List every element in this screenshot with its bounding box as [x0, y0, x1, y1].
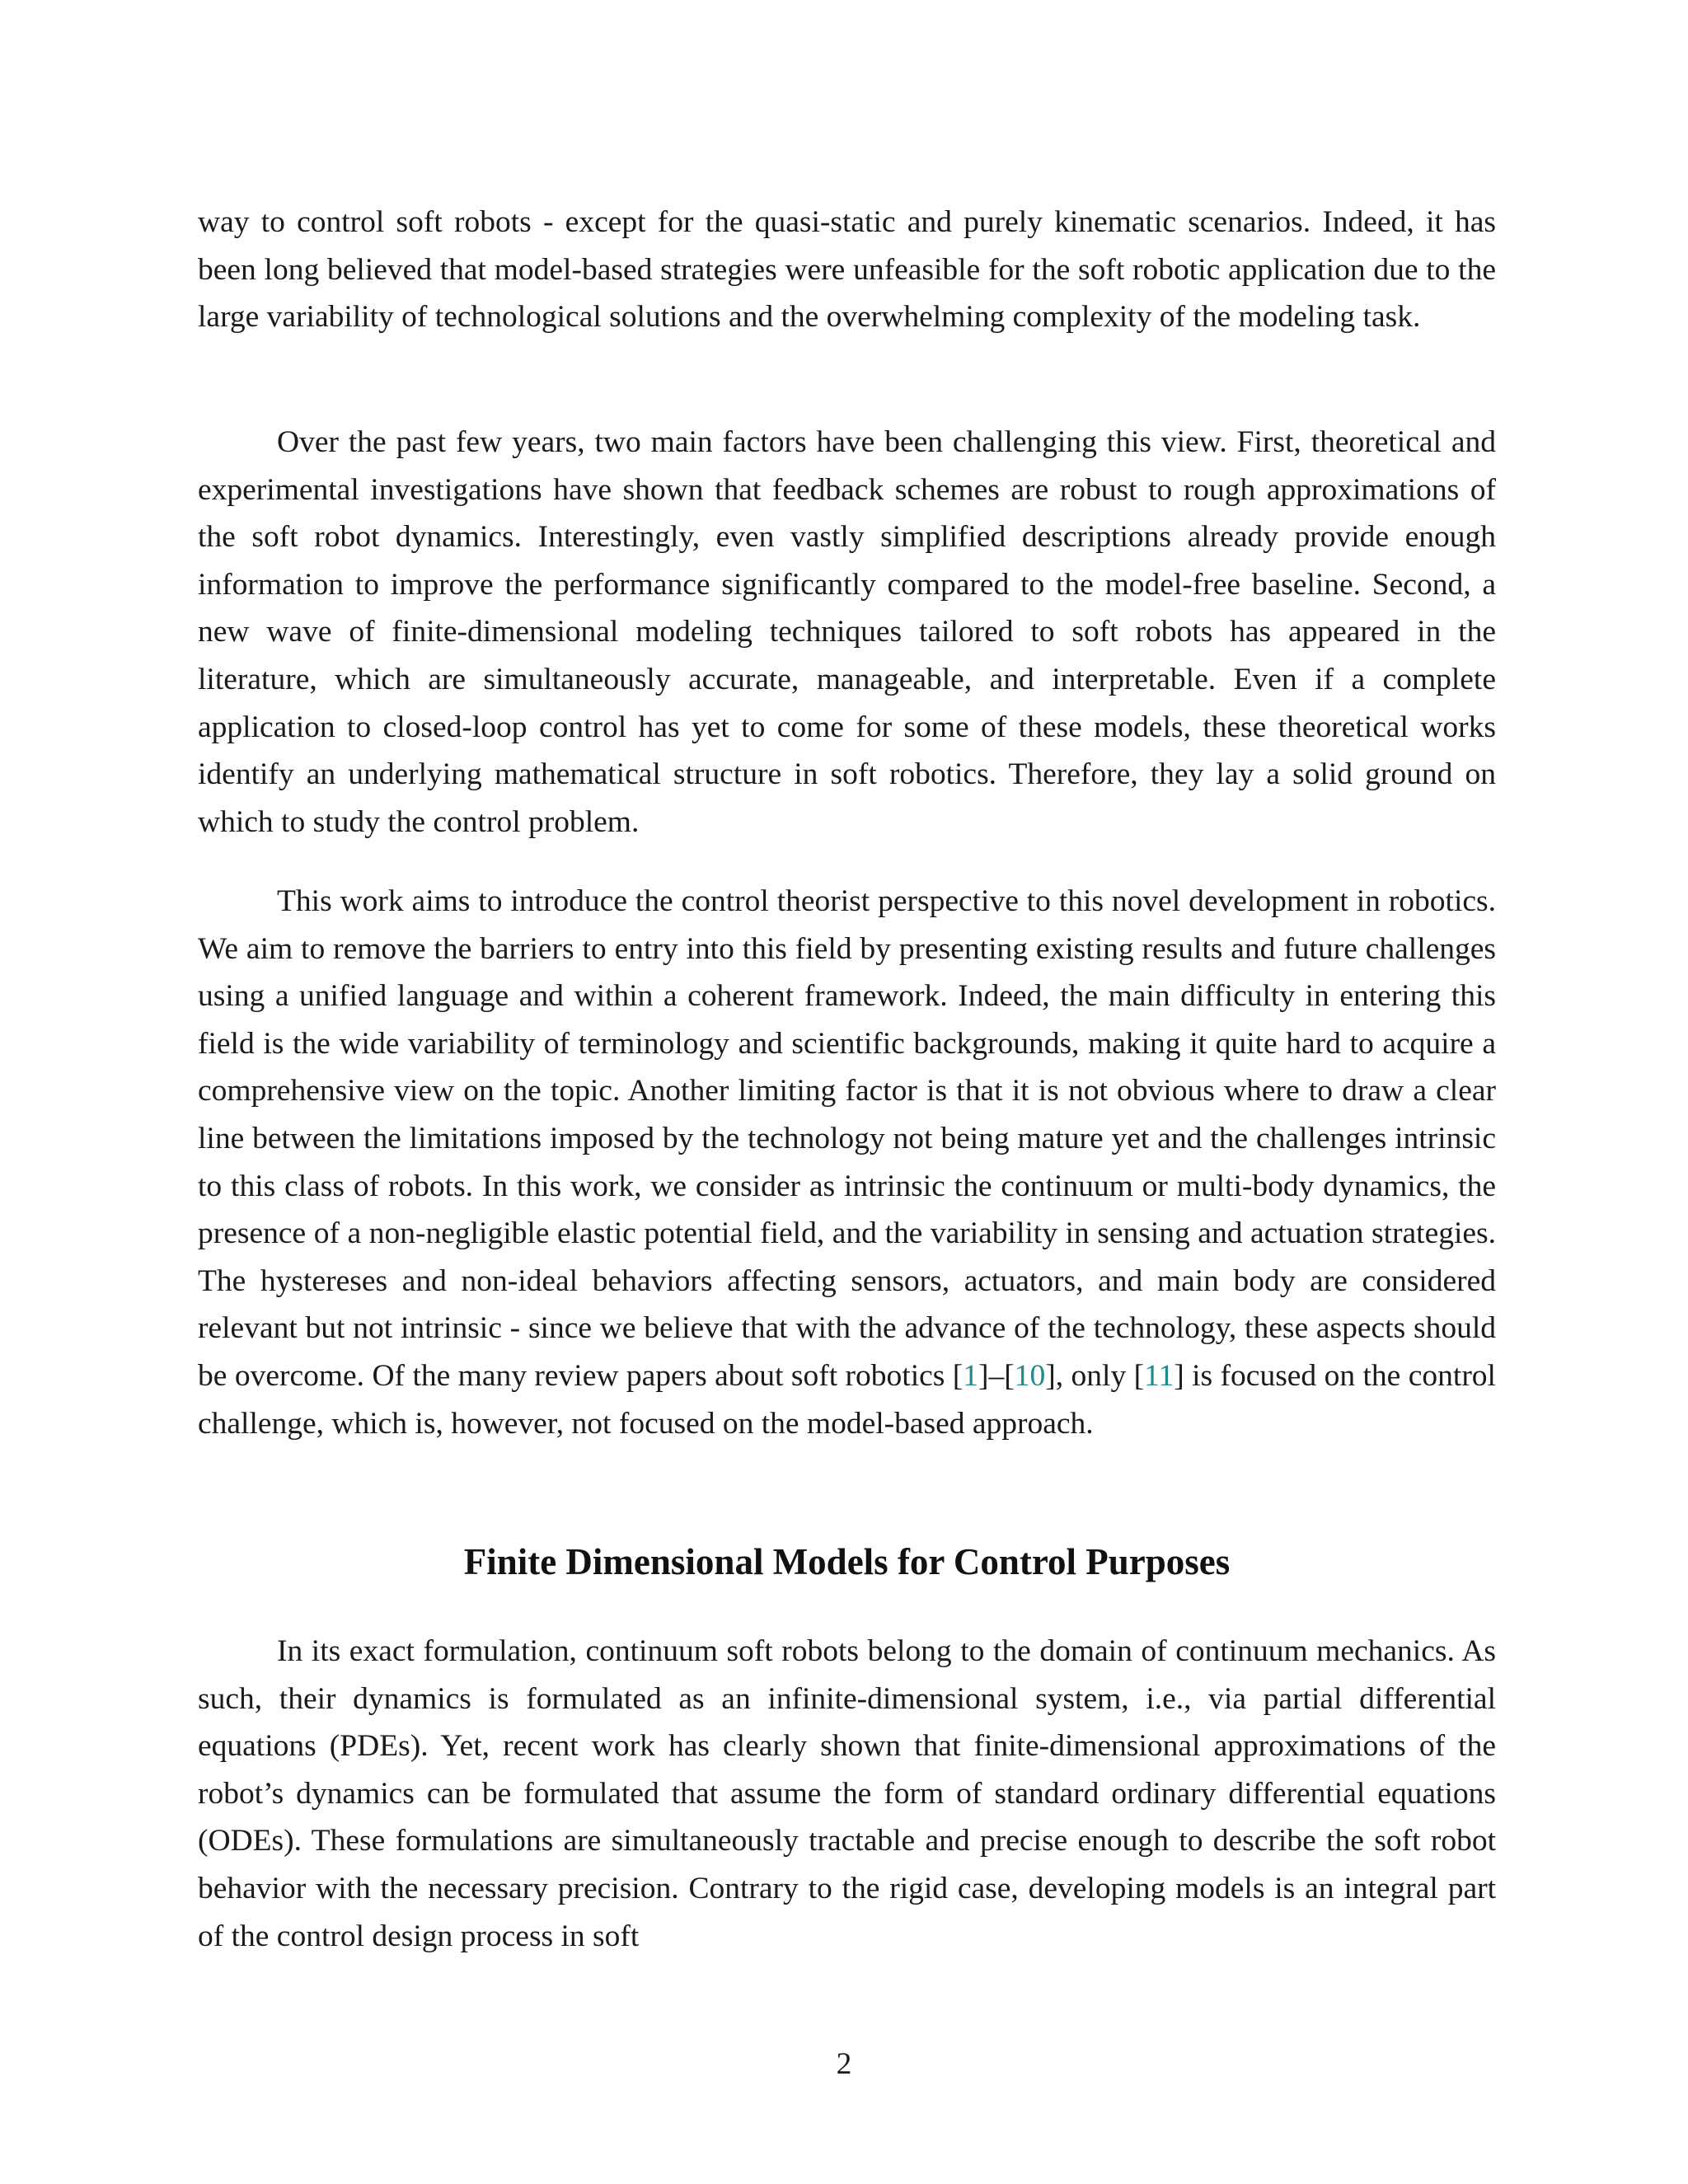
paragraph-3-text-after: ] is focused on the control challenge, which is, however, not focused on the model-based approach. — [198, 1358, 1496, 1441]
paragraph-1: way to control soft robots - except for the quasi-static and purely kinematic scenarios. Indeed, it has been long believed that model-based strategies were unfeasible for the soft robotic application due to the large variability of technological solutions and the overwhelming complexity of the modeling task. — [198, 205, 1496, 335]
paragraph-3-text-before: This work aims to introduce the control theorist perspective to this novel development in robotics. We aim to remove the barriers to entry into this field by presenting existing results and future challenges using a unified language and within a coherent framework. Indeed, the main difficulty in entering this field is the wide variability of terminology and scientific backgrounds, making it quite hard to acquire a comprehensive view on the topic. Another limiting factor is that it is not obvious where to draw a clear line between the limitations imposed by the technology not being mature yet and the challenges intrinsic to this class of robots. In this work, we consider as intrinsic the continuum or multi-body dynamics, the presence of a non-negligible elastic potential field, and the variability in sensing and actuation strategies. The hystereses and non-ideal behaviors affecting sensors, actuators, and main body are considered relevant but not intrinsic - since we believe that with the advance of the technology, these aspects should be overcome. Of the many review papers about soft robotics [ — [198, 884, 1496, 1393]
section-heading: Finite Dimensional Models for Control Purposes — [463, 1541, 1231, 1582]
paragraph-3-text-mid-2: ], only [ — [1045, 1358, 1145, 1393]
body-text-paragraph-3 — [198, 878, 1496, 1447]
citation-link-11[interactable]: 11 — [1144, 1358, 1175, 1393]
paragraph-3 — [198, 878, 1496, 1447]
body-text-upper — [198, 199, 1496, 341]
body-text-paragraph-4 — [198, 1628, 1496, 1960]
citation-link-10[interactable]: 10 — [1014, 1358, 1046, 1393]
paragraph-2: Over the past few years, two main factors have been challenging this view. First, theoretical and experimental investigations have shown that feedback schemes are robust to rough approximations of the soft robot dynamics. Interestingly, even vastly simplified descriptions already provide enough information to improve the performance significantly compared to the model-free baseline. Second, a new wave of finite-dimensional modeling techniques tailored to soft robots has appeared in the literature, which are simultaneously accurate, manageable, and interpretable. Even if a complete application to closed-loop control has yet to come for some of these models, these theoretical works identify an underlying mathematical structure in soft robotics. Therefore, they lay a solid ground on which to study the control problem. — [198, 425, 1496, 839]
paragraph-4: In its exact formulation, continuum soft robots belong to the domain of continuum mechanics. As such, their dynamics is formulated as an infinite-dimensional system, i.e., via partial differential equations (PDEs). Yet, recent work has clearly shown that finite-dimensional approximations of the robot’s dynamics can be formulated that assume the form of standard ordinary differential equations (ODEs). These formulations are simultaneously tractable and precise enough to describe the soft robot behavior with the necessary precision. Contrary to the rigid case, developing models is an integral part of the control design process in soft — [198, 1634, 1496, 1953]
paragraph-3-text-mid-1: ]–[ — [978, 1358, 1015, 1393]
page-number: 2 — [836, 2047, 852, 2081]
citation-link-1[interactable]: 1 — [963, 1358, 979, 1393]
body-text-paragraph-2 — [198, 419, 1496, 846]
